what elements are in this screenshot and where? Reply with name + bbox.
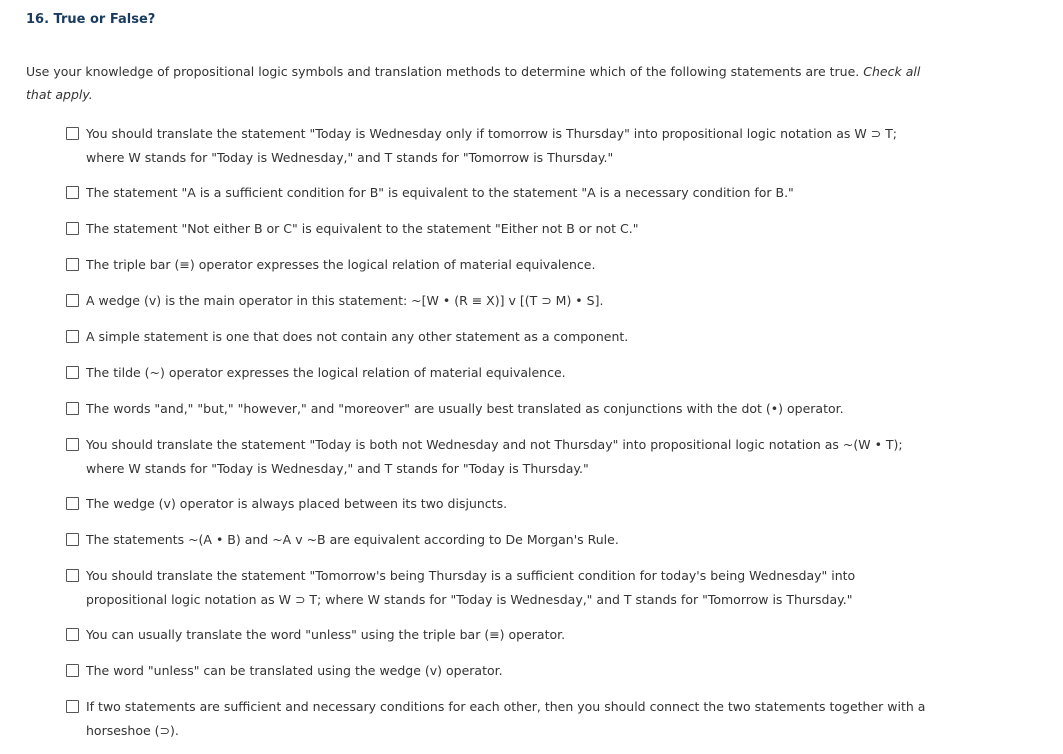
question-title: 16. True or False? [26,12,156,27]
option-checkbox[interactable] [66,664,79,677]
option-13[interactable] [66,623,936,659]
option-label: If two statements are sufficient and necessary conditions for each other, then you should connect the two statements together with a horseshoe (⊃). [86,699,926,738]
option-4[interactable] [66,253,936,289]
option-checkbox[interactable] [66,127,79,140]
option-checkbox[interactable] [66,222,79,235]
option-checkbox[interactable] [66,402,79,415]
option-checkbox[interactable] [66,438,79,451]
option-checkbox[interactable] [66,569,79,582]
option-3[interactable] [66,217,936,253]
option-10[interactable] [66,492,936,528]
instructions-text: Use your knowledge of propositional logic symbols and translation methods to determine which of the following statements are true. [26,64,860,79]
option-8[interactable] [66,397,936,433]
option-15[interactable] [66,695,936,754]
question-instructions [26,60,926,106]
option-label: You should translate the statement "Today is both not Wednesday and not Thursday" into propositional logic notation as ~(W • T); where W stands for "Today is Wednesday," and T stands for "Today is Thursday." [86,437,903,476]
option-label: A wedge (v) is the main operator in this statement: ~[W • (R ≡ X)] v [(T ⊃ M) • S]. [86,293,604,308]
option-9[interactable] [66,433,936,492]
option-checkbox[interactable] [66,366,79,379]
option-5[interactable] [66,289,936,325]
option-label: The word "unless" can be translated using the wedge (v) operator. [86,663,503,678]
instructions-emphasis: Check all that apply. [26,64,921,102]
option-checkbox[interactable] [66,533,79,546]
option-label: The statement "A is a sufficient condition for B" is equivalent to the statement "A is a necessary condition for B." [86,185,794,200]
option-7[interactable] [66,361,936,397]
option-checkbox[interactable] [66,294,79,307]
option-2[interactable] [66,181,936,217]
option-checkbox[interactable] [66,628,79,641]
option-11[interactable] [66,528,936,564]
option-label: The words "and," "but," "however," and "moreover" are usually best translated as conjunctions with the dot (•) operator. [86,401,844,416]
option-checkbox[interactable] [66,186,79,199]
option-12[interactable] [66,564,936,623]
option-checkbox[interactable] [66,497,79,510]
option-1[interactable] [66,122,936,181]
option-14[interactable] [66,659,936,695]
option-6[interactable] [66,325,936,361]
option-checkbox[interactable] [66,258,79,271]
option-label: You should translate the statement "Today is Wednesday only if tomorrow is Thursday" into propositional logic notation as W ⊃ T; where W stands for "Today is Wednesday," and T stands for "Tomorrow is Thursday." [86,126,897,165]
option-label: You should translate the statement "Tomorrow's being Thursday is a sufficient condition for today's being Wednesday" into propositional logic notation as W ⊃ T; where W stands for "Today is Wednesday," and T stands for "Tomorrow is Thursday." [86,568,856,607]
option-label: A simple statement is one that does not contain any other statement as a component. [86,329,629,344]
answer-options [66,122,936,754]
option-label: The tilde (~) operator expresses the logical relation of material equivalence. [86,365,566,380]
option-checkbox[interactable] [66,330,79,343]
option-label: You can usually translate the word "unless" using the triple bar (≡) operator. [86,627,566,642]
option-label: The triple bar (≡) operator expresses the logical relation of material equivalence. [86,257,596,272]
option-label: The statement "Not either B or C" is equivalent to the statement "Either not B or not C." [86,221,639,236]
option-checkbox[interactable] [66,700,79,713]
option-label: The statements ~(A • B) and ~A v ~B are equivalent according to De Morgan's Rule. [86,532,619,547]
option-label: The wedge (v) operator is always placed between its two disjuncts. [86,496,508,511]
